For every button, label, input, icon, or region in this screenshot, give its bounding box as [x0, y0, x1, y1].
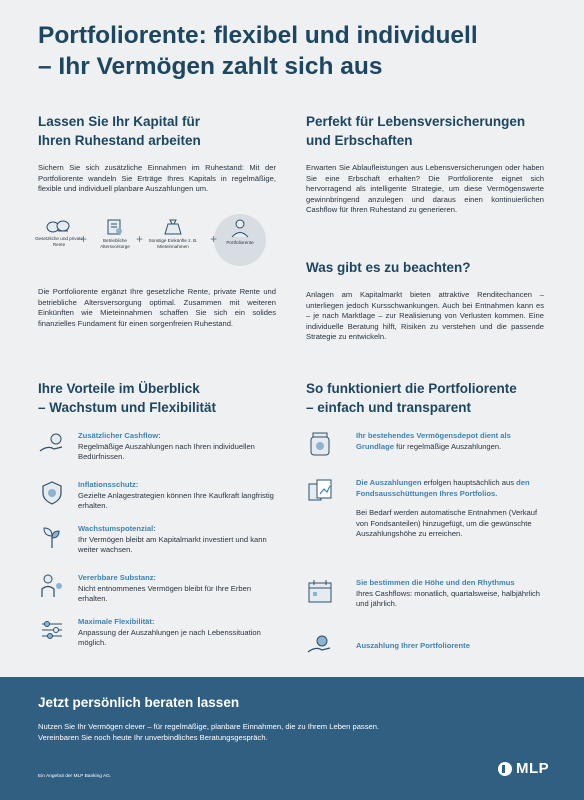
advantage-title: Wachstumspotenzial: [78, 524, 156, 533]
step-highlight: Auszahlung Ihrer Portfoliorente [356, 641, 470, 650]
page-title [38, 20, 558, 82]
section-considerations [306, 258, 544, 343]
heading-line: Ihre Vorteile im Überblick [38, 381, 200, 396]
heading-line: – Wachstum und Flexibilität [38, 400, 217, 415]
advantage-desc: Anpassung der Auszahlungen je nach Lebenssituation möglich. [78, 627, 261, 648]
formula-label: Betriebliche Altersvorsorge [100, 238, 130, 249]
footer-text: Nutzen Sie Ihr Vermögen clever – für regelmäßige, planbare Einnahmen, die zu Ihrem Leben passen. Vereinbaren Sie noch heute Ihr unverbindliches Beratungsgespräch. [38, 722, 380, 742]
section-insurance-heading [306, 112, 544, 150]
formula-item-pension [32, 218, 86, 248]
plus-sign: + [80, 232, 88, 246]
step-highlight: Sie bestimmen die Höhe und den Rhythmus [356, 578, 515, 587]
section-capital-intro: Sichern Sie sich zusätzliche Einnahmen im Ruhestand: Mit der Portfoliorente wandeln Sie Erträge Ihres Kapitals in regelmäßige, flexible und individuell planbare Auszahlungen um. [38, 163, 276, 194]
advantage-title: Maximale Flexibilität: [78, 617, 155, 626]
step-highlight: Ihr bestehendes Vermögensdepot dient als Grundlage [356, 431, 511, 451]
section-considerations-text: Anlagen am Kapitalmarkt bieten attraktive Renditechancen – unterliegen jedoch Kursschwankungen. Auch bei Entnahmen kann es – je nach Marktlage – zur Realisierung von Verlusten kommen. Eine individuelle Beratung hilft, Risiken zu verstehen und die passende Strategie zu entwickeln. [306, 290, 544, 342]
sliders-icon [38, 617, 66, 643]
step-text: für regelmäßige Auszahlungen. [393, 441, 502, 451]
plus-sign: + [136, 232, 144, 246]
heading-line: und Erbschaften [306, 133, 413, 148]
section-insurance-text: Erwarten Sie Ablaufleistungen aus Lebensversicherungen oder haben Sie eine Erbschaft erhalten? Die Portfoliorente eignet sich hervorragend als intelligente Strategie, um diese Vermögenswerte gewinnbringend anzulegen und daraus einen kontinuierlichen Cashflow für Ihren Ruhestand zu generieren. [306, 163, 544, 215]
coins-icon [46, 218, 72, 234]
step-highlight: den Fondsausschüttungen Ihres Portfolios. [356, 478, 530, 498]
formula-label: Gesetzliche und private Rente [34, 236, 83, 247]
step-text: Ihres Cashflows: monatlich, quartalsweise, halbjährlich und jährlich. [356, 588, 541, 609]
section-advantages-heading [38, 379, 276, 417]
formula-item-other [146, 218, 200, 250]
advantage-desc: Gezielte Anlagestrategien können Ihre Kaufkraft langfristig erhalten. [78, 490, 274, 511]
section-advantages [38, 379, 276, 417]
section-insurance [306, 112, 544, 216]
income-formula [34, 218, 270, 266]
heading-line: Perfekt für Lebensversicherungen [306, 114, 526, 129]
title-line-1: Portfoliorente: flexibel und individuell [38, 22, 478, 49]
payout-hand-icon [306, 632, 334, 658]
heading-line: – einfach und transparent [306, 400, 472, 415]
money-bag-icon [162, 218, 184, 236]
advantage-desc: Nicht entnommenes Vermögen bleibt für Ihre Erben erhalten. [78, 583, 252, 604]
section-capital-heading [38, 112, 276, 150]
step-text-extra: Bei Bedarf werden automatische Entnahmen (Verkauf von Fondsanteilen) hinzugefügt, um die gewünschte Auszahlungshöhe zu erreichen. [356, 508, 538, 539]
family-icon [38, 573, 66, 599]
jar-icon [306, 431, 334, 457]
footer-heading: Jetzt persönlich beraten lassen [38, 695, 240, 710]
section-capital [38, 112, 276, 195]
advantage-title: Vererbbare Substanz: [78, 573, 157, 582]
formula-label: Sonstige Einkünfte z. B. Mieteinnahmen [148, 238, 198, 249]
mlp-logo-mark-icon [498, 762, 512, 776]
calendar-icon [306, 578, 334, 604]
advantage-desc: Ihr Vermögen bleibt am Kapitalmarkt investiert und kann weiter wachsen. [78, 534, 267, 555]
hand-coins-icon [38, 431, 66, 457]
advantage-title: Inflationsschutz: [78, 480, 139, 489]
shield-piggy-icon [38, 480, 66, 506]
section-how-it-works [306, 379, 544, 417]
step-highlight: Die Auszahlungen [356, 478, 422, 487]
document-icon [104, 218, 126, 236]
title-line-2: – Ihr Vermögen zahlt sich aus [38, 53, 383, 80]
person-coins-icon [229, 218, 251, 238]
footer-cta [0, 677, 584, 800]
advantage-title: Zusätzlicher Cashflow: [78, 431, 161, 440]
section-capital-text: Die Portfoliorente ergänzt Ihre gesetzliche Rente, private Rente und betriebliche Altersversorgung optimal. Zusammen mit weiteren Einkünften wie Mieteinnahmen schaffen Sie sich ein solides finanzielles Fundament für einen sorgenfreien Ruhestand. [38, 287, 276, 328]
heading-line: So funktioniert die Portfoliorente [306, 381, 517, 396]
section-capital-body [38, 287, 276, 329]
section-considerations-heading: Was gibt es zu beachten? [306, 260, 471, 275]
heading-line: Lassen Sie Ihr Kapital für [38, 114, 201, 129]
formula-item-portfolio [213, 218, 267, 246]
step-text: erfolgen hauptsächlich aus [421, 478, 517, 487]
plus-sign: + [210, 232, 218, 246]
formula-item-company [88, 218, 142, 250]
section-how-heading [306, 379, 544, 417]
heading-line: Ihren Ruhestand arbeiten [38, 133, 201, 148]
footer-disclaimer: Ein Angebot der MLP Banking AG. [38, 774, 112, 779]
plant-growth-icon [38, 524, 66, 550]
formula-label: Portfoliorente [226, 240, 254, 245]
advantage-desc: Regelmäßige Auszahlungen nach Ihren individuellen Bedürfnissen. [78, 441, 255, 462]
chart-documents-icon [306, 478, 334, 504]
mlp-logo-text: MLP [516, 760, 550, 777]
mlp-logo [498, 759, 558, 779]
